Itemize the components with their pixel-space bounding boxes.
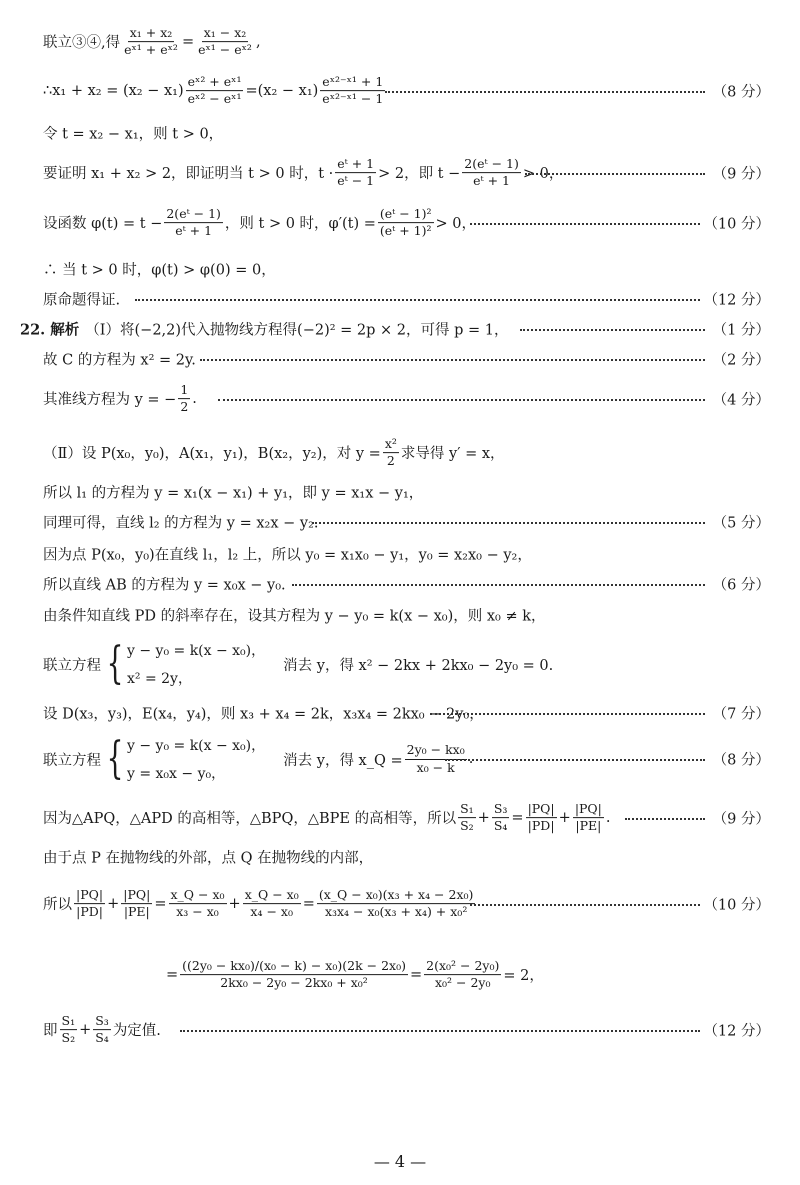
fraction: $\frac{\text{x\_Q − x₀}}{\text{x₃ − x₀}}$ xyxy=(170,887,225,920)
fraction: $\frac{|PQ|}{|PD|}$ xyxy=(76,887,104,920)
text: > 0， xyxy=(435,216,477,233)
text: 同理可得，直线 l₂ 的方程为 y = x₂x − y₂. xyxy=(43,515,319,532)
text: 为定值. xyxy=(112,1023,161,1040)
equals: = xyxy=(166,967,179,983)
text: 其准线方程为 y = − xyxy=(43,392,177,409)
text: 由条件知直线 PD 的斜率存在，设其方程为 y − y₀ = k(x − x₀)，则 x₀ ≠ k， xyxy=(43,608,546,625)
text: 原命题得证. xyxy=(43,292,121,309)
fraction: $\frac{|PQ|}{|PE|}$ xyxy=(123,887,151,920)
fraction: $\frac{\text{2(eᵗ − 1)}}{\text{eᵗ + 1}}$ xyxy=(166,206,221,239)
leader-dots xyxy=(430,711,705,715)
fraction: $\frac{\text{(x\_Q − x₀)(x₃ + x₄ − 2x₀)}}{\text{x₃x₄ − x₀(x₃ + x₄) + x₀²}}$ xyxy=(318,887,474,920)
fraction: $\frac{\text{2(x₀² − 2y₀)}}{\text{x₀² − 2y₀}}$ xyxy=(426,958,500,991)
plus: + xyxy=(107,896,120,912)
text: = 2， xyxy=(503,968,544,985)
score: （9 分） xyxy=(712,166,770,183)
text: 即 xyxy=(43,1023,58,1040)
fraction: $\frac{\text{x₁ − x₂}}{\text{eˣ¹ − eˣ²}}$ xyxy=(198,25,252,58)
text: x₁ + x₂ = (x₂ − x₁) xyxy=(52,83,184,99)
equals: = xyxy=(245,83,258,99)
text: 所以直线 AB 的方程为 y = x₀x − y₀. xyxy=(43,577,286,594)
fraction: $\frac{\text{x₁ + x₂}}{\text{eˣ¹ + eˣ²}}$ xyxy=(124,25,178,58)
leader-dots xyxy=(135,297,700,301)
fraction: $\frac{\text{eˣ²⁻ˣ¹ + 1}}{\text{eˣ²⁻ˣ¹ − 1}}$ xyxy=(322,74,384,107)
fraction: $\frac{\text{2(eᵗ − 1)}}{\text{eᵗ + 1}}$ xyxy=(464,156,519,189)
score: （12 分） xyxy=(703,292,770,309)
fraction: $\frac{1}{2}$ xyxy=(180,382,189,415)
left-brace-glyph: { xyxy=(106,638,124,689)
text: 由于点 P 在抛物线的外部，点 Q 在抛物线的内部， xyxy=(43,850,374,867)
fraction: $\frac{\text{eˣ² + eˣ¹}}{\text{eˣ² − eˣ¹}}$ xyxy=(187,74,242,107)
score: （10 分） xyxy=(703,216,770,233)
fraction: $\frac{\text{eᵗ + 1}}{\text{eᵗ − 1}}$ xyxy=(337,156,375,189)
system-brace xyxy=(101,735,265,783)
leader-dots xyxy=(625,816,705,820)
equation-row: y = x₀x − y₀， xyxy=(127,766,226,782)
leader-dots xyxy=(200,357,705,361)
text: . xyxy=(605,810,611,826)
fraction: $\frac{\text{(eᵗ − 1)²}}{\text{(eᵗ + 1)²}}$ xyxy=(379,206,432,239)
score: （7 分） xyxy=(712,706,770,723)
equation-row: x² = 2y， xyxy=(127,671,192,687)
text: 联立方程 xyxy=(43,752,101,769)
therefore: ∴ xyxy=(43,83,53,99)
fraction: $\frac{|PQ|}{|PE|}$ xyxy=(574,801,602,834)
text: 消去 y，得 x² − 2kx + 2kx₀ − 2y₀ = 0. xyxy=(283,657,554,674)
system-brace xyxy=(101,640,265,688)
leader-dots xyxy=(385,89,705,93)
text: 所以 l₁ 的方程为 y = x₁(x − x₁) + y₁，即 y = x₁x − y₁， xyxy=(43,485,424,502)
leader-dots xyxy=(445,757,705,761)
text: 联立③④,得 xyxy=(43,35,121,52)
score: （9 分） xyxy=(712,811,770,828)
score: （10 分） xyxy=(703,897,770,914)
score: （4 分） xyxy=(712,392,770,409)
text: > 2，即 t − xyxy=(378,166,461,183)
equation-row: y − y₀ = k(x − x₀)， xyxy=(127,738,266,754)
text: 消去 y，得 x_Q = xyxy=(283,752,403,769)
leader-dots xyxy=(180,1028,700,1032)
text: 联立方程 xyxy=(43,657,101,674)
leader-dots xyxy=(218,397,705,401)
leader-dots xyxy=(470,902,700,906)
text: 因为△APQ，△APD 的高相等，△BPQ，△BPE 的高相等，所以 xyxy=(43,811,457,828)
text: 故 C 的方程为 x² = 2y. xyxy=(43,352,196,369)
text: 设函数 φ(t) = t − xyxy=(43,216,163,233)
leader-dots xyxy=(312,520,705,524)
text: ∴ 当 t > 0 时，φ(t) > φ(0) = 0， xyxy=(43,262,276,279)
text: . xyxy=(468,751,474,767)
text: 要证明 x₁ + x₂ > 2，即证明当 t > 0 时，t · xyxy=(43,166,334,183)
leader-dots xyxy=(520,327,705,331)
plus: + xyxy=(558,810,571,826)
score: （12 分） xyxy=(703,1023,770,1040)
score: （6 分） xyxy=(712,577,770,594)
text: , xyxy=(255,34,261,50)
text: 求导得 y′ = x， xyxy=(400,446,505,463)
score: （5 分） xyxy=(712,515,770,532)
equals: = xyxy=(511,810,524,826)
fraction: $\frac{\text{x²}}{2}$ xyxy=(384,436,397,469)
score: （2 分） xyxy=(712,352,770,369)
fraction: $\frac{\text{x\_Q − x₀}}{\text{x₄ − x₀}}$ xyxy=(244,887,299,920)
fraction: $\frac{\text{S₁}}{\text{S₂}}$ xyxy=(61,1013,76,1046)
equals: = xyxy=(302,896,315,912)
fraction: $\frac{\text{((2y₀ − kx₀)/(x₀ − k) − x₀)(2k − 2x₀)}}{\text{2kx₀ − 2y₀ − 2kx₀ + x₀²}}$ xyxy=(182,958,406,991)
score: （8 分） xyxy=(712,752,770,769)
plus: + xyxy=(79,1022,92,1038)
score: （8 分） xyxy=(712,84,770,101)
text: （Ⅰ）将(−2,2)代入抛物线方程得(−2)² = 2p × 2，可得 p = 1， xyxy=(85,322,509,339)
plus: + xyxy=(228,896,241,912)
leader-dots xyxy=(470,221,700,225)
fraction: $\frac{\text{S₁}}{\text{S₂}}$ xyxy=(460,801,474,834)
equals: = xyxy=(181,34,195,50)
plus: + xyxy=(477,810,490,826)
equals: = xyxy=(409,967,423,983)
leader-dots xyxy=(292,582,705,586)
fraction: $\frac{\text{S₃}}{\text{S₄}}$ xyxy=(493,801,508,834)
text: 所以 xyxy=(43,897,72,914)
text: . xyxy=(192,391,197,407)
text: ，则 t > 0 时，φ′(t) = xyxy=(224,216,376,233)
text: 令 t = x₂ − x₁，则 t > 0， xyxy=(43,126,224,143)
text: 设 D(x₃，y₃)，E(x₄，y₄)，则 x₃ + x₄ = 2k，x₃x₄ = 2kx₀ − 2y₀， xyxy=(43,706,484,723)
fraction: $\frac{\text{2y₀ − kx₀}}{\text{x₀ − k}}$ xyxy=(406,742,465,775)
leader-dots xyxy=(525,171,705,175)
problem-label: 22. 解析 xyxy=(20,321,80,339)
fraction: $\frac{|PQ|}{|PD|}$ xyxy=(527,801,555,834)
equals: = xyxy=(154,896,167,912)
score: （1 分） xyxy=(712,322,770,339)
text: (x₂ − x₁) xyxy=(257,83,319,99)
text: 因为点 P(x₀，y₀)在直线 l₁，l₂ 上，所以 y₀ = x₁x₀ − y₁，y₀ = x₂x₀ − y₂， xyxy=(43,547,532,564)
text: > 0， xyxy=(522,166,564,183)
equation-row: y − y₀ = k(x − x₀)， xyxy=(127,643,266,659)
text: （Ⅱ）设 P(x₀，y₀)，A(x₁，y₁)，B(x₂，y₂)，对 y = xyxy=(43,446,381,463)
fraction: $\frac{\text{S₃}}{\text{S₄}}$ xyxy=(95,1013,109,1046)
page-number: — 4 — xyxy=(373,1152,427,1171)
left-brace-glyph: { xyxy=(106,733,124,784)
